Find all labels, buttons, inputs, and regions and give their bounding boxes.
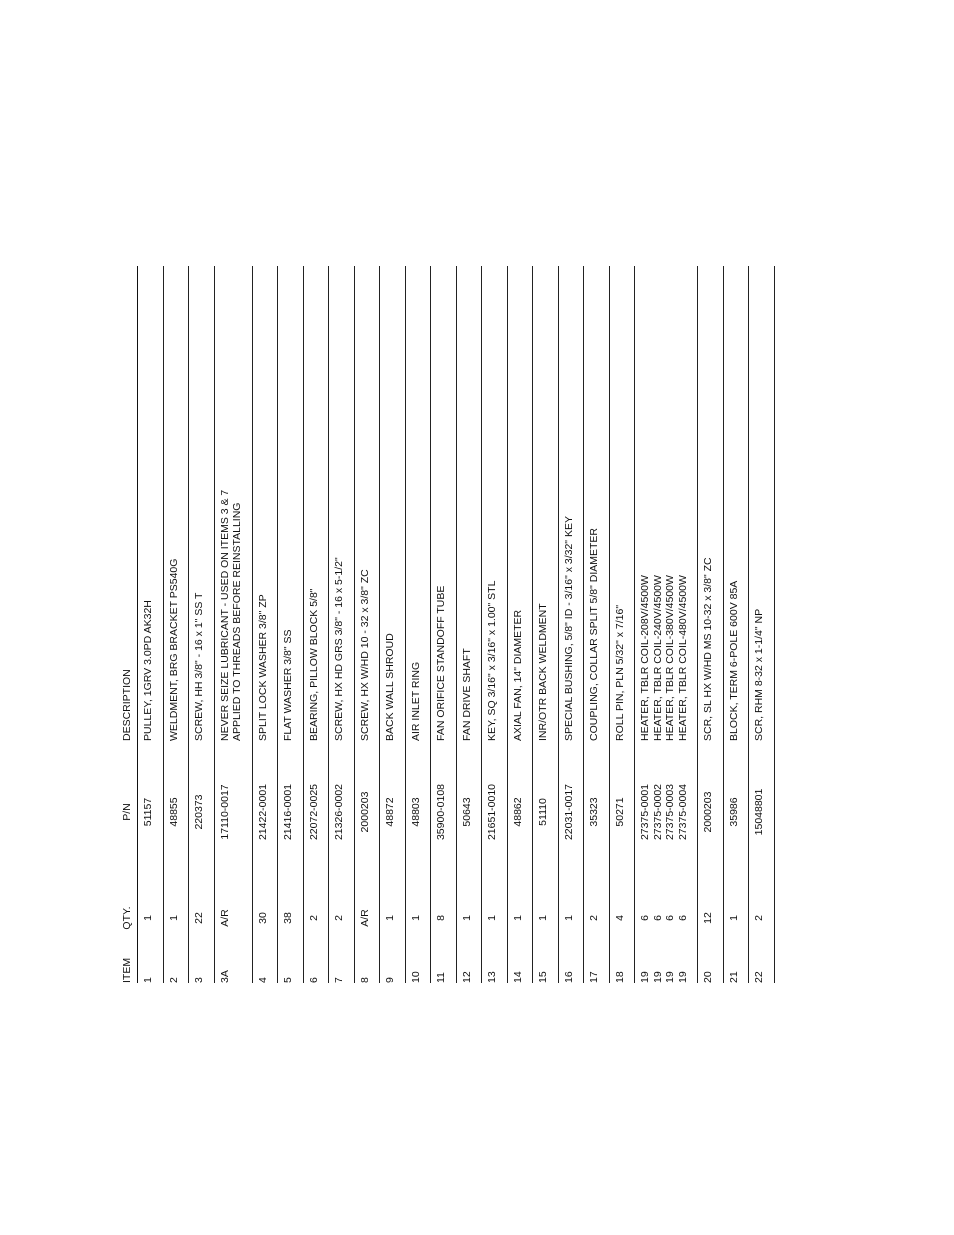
description-cell: BLOCK, TERM 6-POLE 600V 85A — [723, 266, 749, 741]
pn-cell: 48855 — [163, 741, 189, 883]
pn-cell: 27375-0003 — [664, 783, 676, 841]
header-pn: P/N — [117, 741, 138, 883]
qty-cell: 1 — [138, 883, 164, 953]
item-cell: 2 — [163, 953, 189, 983]
table-header — [117, 266, 138, 983]
pn-cell: 21422-0001 — [252, 741, 278, 883]
pn-cell: 27375-0002 — [651, 783, 664, 841]
description-cell: SPLIT LOCK WASHER 3/8" ZP — [252, 266, 278, 741]
qty-cell: 8 — [431, 883, 457, 953]
pn-cell: 2000203 — [354, 741, 380, 883]
table-row — [749, 266, 775, 983]
pn-cell: 51110 — [533, 741, 559, 883]
pn-cell: 50643 — [456, 741, 482, 883]
table-row — [482, 266, 508, 983]
qty-cell: 1 — [723, 883, 749, 953]
qty-cell: 38 — [278, 883, 304, 953]
header-item: ITEM — [117, 953, 138, 983]
description-cell: KEY, SQ 3/16" x 3/16" x 1.00" STL — [482, 266, 508, 741]
description-cell: FAN DRIVE SHAFT — [456, 266, 482, 741]
description-cell: SCREW, HX W/HD 10 - 32 x 3/8" ZC — [354, 266, 380, 741]
table-row — [354, 266, 380, 983]
table-row — [431, 266, 457, 983]
description-cell: ROLL PIN, PLN 5/32" x 7/16" — [609, 266, 635, 741]
pn-cell: 22072-0025 — [303, 741, 329, 883]
item-cell: 10 — [405, 953, 431, 983]
qty-cell: 2 — [329, 883, 355, 953]
item-cell: 19 — [677, 953, 698, 983]
header-qty: QTY. — [117, 883, 138, 953]
qty-cell: 6 — [677, 883, 698, 953]
qty-cell: 2 — [584, 883, 610, 953]
pn-cell: 27375-0001 — [639, 783, 651, 841]
item-cell: 11 — [431, 953, 457, 983]
table-row — [214, 266, 252, 983]
item-cell: 20 — [698, 953, 724, 983]
table-row — [189, 266, 215, 983]
table-row — [252, 266, 278, 983]
qty-cell: 22 — [189, 883, 215, 953]
description-cell: BEARING, PILLOW BLOCK 5/8" — [303, 266, 329, 741]
item-cell: 21 — [723, 953, 749, 983]
pn-cell: 21651-0010 — [482, 741, 508, 883]
table-row — [677, 266, 698, 983]
item-cell: 12 — [456, 953, 482, 983]
description-cell: AXIAL FAN, 14" DIAMETER — [507, 266, 533, 741]
item-cell: 3A — [214, 953, 252, 983]
parts-list-rotated — [117, 266, 787, 983]
item-cell: 3 — [189, 953, 215, 983]
item-cell: 9 — [380, 953, 406, 983]
item-cell: 19 — [639, 971, 651, 983]
description-cell: HEATER, TBLR COIL-480V/4500W — [677, 266, 698, 741]
item-cell: 14 — [507, 953, 533, 983]
description-cell: SCR, RHM 8-32 x 1-1/4" NP — [749, 266, 775, 741]
description-cell: INR/OTR BACK WELDMENT — [533, 266, 559, 741]
table-row — [609, 266, 635, 983]
pn-cell: 21326-0002 — [329, 741, 355, 883]
pn-cell: 50271 — [609, 741, 635, 883]
table-row — [380, 266, 406, 983]
table-row — [456, 266, 482, 983]
table-row — [163, 266, 189, 983]
qty-cell: 1 — [558, 883, 584, 953]
item-cell: 1 — [138, 953, 164, 983]
item-cell: 13 — [482, 953, 508, 983]
qty-cell: 12 — [698, 883, 724, 953]
pn-cell: 17110-0017 — [214, 741, 252, 883]
item-cell: 19 — [651, 971, 664, 983]
qty-cell: 1 — [533, 883, 559, 953]
description-cell: AIR INLET RING — [405, 266, 431, 741]
description-cell: FAN ORIFICE STANDOFF TUBE — [431, 266, 457, 741]
description-cell: HEATER, TBLR COIL-208V/4500W — [639, 575, 651, 741]
pn-cell: 220373 — [189, 741, 215, 883]
description-line-1: NEVER SEIZE LUBRICANT - USED ON ITEMS 3 & 7 — [218, 489, 231, 741]
header-description: DESCRIPTION — [117, 266, 138, 741]
pn-cell: 2000203 — [698, 741, 724, 883]
qty-cell: A/R — [354, 883, 380, 953]
pn-cell: 21416-0001 — [278, 741, 304, 883]
table-row — [698, 266, 724, 983]
qty-cell: 1 — [380, 883, 406, 953]
table-row — [138, 266, 164, 983]
qty-cell: 30 — [252, 883, 278, 953]
table-row — [664, 266, 677, 983]
description-cell: HEATER, TBLR COIL-380V/4500W — [664, 575, 676, 741]
pn-cell: 35323 — [584, 741, 610, 883]
qty-cell: 1 — [163, 883, 189, 953]
item-cell: 6 — [303, 953, 329, 983]
pn-cell: 35900-0108 — [431, 741, 457, 883]
table-row — [635, 266, 652, 983]
table-row — [507, 266, 533, 983]
qty-cell: 6 — [639, 915, 651, 921]
item-cell: 17 — [584, 953, 610, 983]
item-cell: 4 — [252, 953, 278, 983]
pn-cell: 48862 — [507, 741, 533, 883]
item-cell: 8 — [354, 953, 380, 983]
description-cell: SPECIAL BUSHING, 5/8" ID - 3/16" x 3/32" KEY — [558, 266, 584, 741]
table-row — [329, 266, 355, 983]
table-row — [723, 266, 749, 983]
item-cell: 5 — [278, 953, 304, 983]
table-row — [558, 266, 584, 983]
pn-cell: 51157 — [138, 741, 164, 883]
pn-cell: 48872 — [380, 741, 406, 883]
table-row — [405, 266, 431, 983]
table-row — [652, 266, 665, 983]
qty-cell: 1 — [507, 883, 533, 953]
item-cell: 7 — [329, 953, 355, 983]
qty-cell: 2 — [303, 883, 329, 953]
qty-cell: 4 — [609, 883, 635, 953]
pn-cell: 15048801 — [749, 741, 775, 883]
description-cell — [214, 266, 252, 741]
description-cell: SCREW, HX HD GRS 3/8" - 16 x 5-1/2" — [329, 266, 355, 741]
qty-cell: 6 — [664, 915, 676, 921]
description-cell: FLAT WASHER 3/8" SS — [278, 266, 304, 741]
pn-cell: 22031-0017 — [558, 741, 584, 883]
pn-cell: 48803 — [405, 741, 431, 883]
qty-cell: A/R — [214, 883, 252, 953]
qty-cell: 1 — [482, 883, 508, 953]
parts-table — [117, 266, 775, 983]
description-cell: BACK WALL SHROUD — [380, 266, 406, 741]
item-cell: 15 — [533, 953, 559, 983]
item-cell: 16 — [558, 953, 584, 983]
table-row — [303, 266, 329, 983]
table-row — [533, 266, 559, 983]
description-line-2: APPLIED TO THREADS BEFORE REINSTALLING — [231, 502, 243, 741]
qty-cell: 2 — [749, 883, 775, 953]
item-cell: 22 — [749, 953, 775, 983]
qty-cell: 1 — [456, 883, 482, 953]
item-cell: 18 — [609, 953, 635, 983]
description-cell: SCR, SL HX W/HD MS 10-32 x 3/8" ZC — [698, 266, 724, 741]
description-cell: HEATER, TBLR COIL-240V/4500W — [651, 575, 664, 741]
item-cell: 19 — [664, 971, 676, 983]
description-cell: SCREW, HH 3/8" - 16 x 1" SS T — [189, 266, 215, 741]
pn-cell: 35986 — [723, 741, 749, 883]
qty-cell: 6 — [651, 915, 664, 921]
table-row — [278, 266, 304, 983]
description-cell: WELDMENT, BRG BRACKET PS540G — [163, 266, 189, 741]
description-cell: PULLEY, 1GRV 3.0PD AK32H — [138, 266, 164, 741]
table-row — [584, 266, 610, 983]
qty-cell: 1 — [405, 883, 431, 953]
pn-cell: 27375-0004 — [677, 741, 698, 883]
description-cell: COUPLING, COLLAR SPLIT 5/8" DIAMETER — [584, 266, 610, 741]
